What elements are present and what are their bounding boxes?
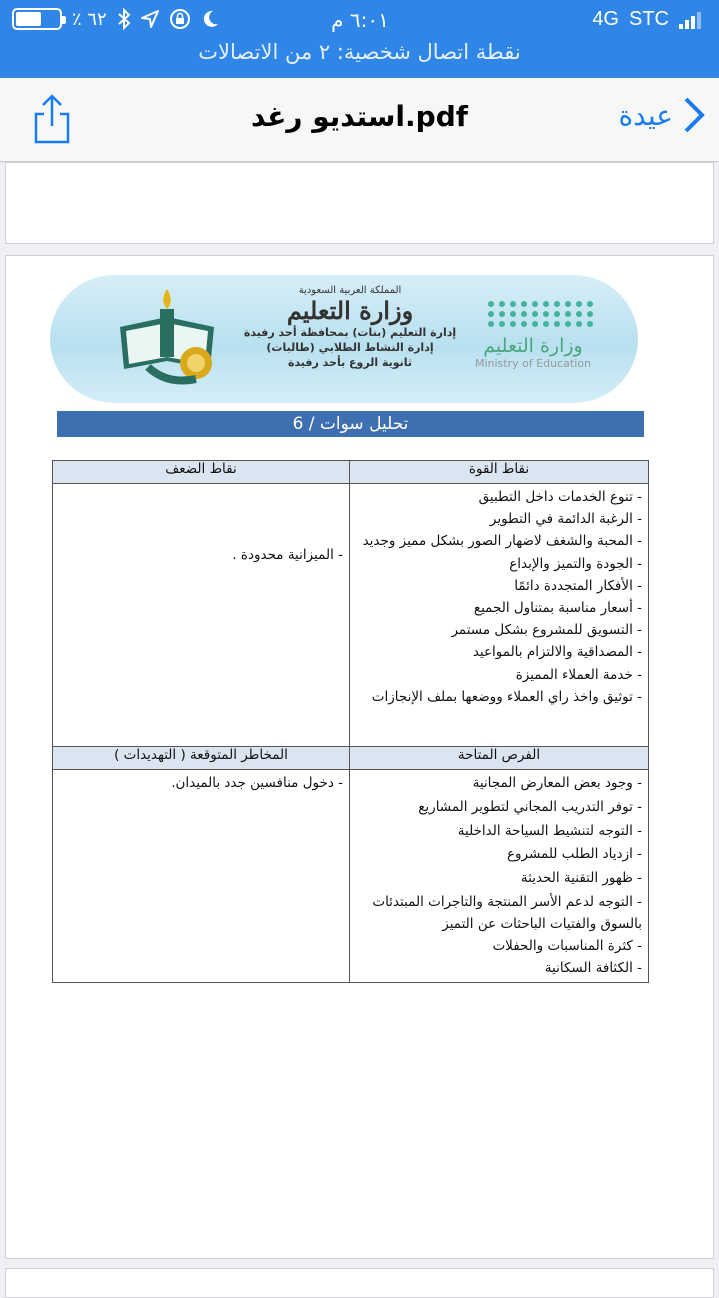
strengths-list xyxy=(350,484,648,710)
threats-header: المخاطر المتوقعة ( التهديدات ) xyxy=(53,747,350,770)
kingdom-name: المملكة العربية السعودية xyxy=(298,285,402,296)
list-item: - توثيق واخذ راي العملاء ووضعها بملف الإنجازات xyxy=(371,688,642,705)
table-row xyxy=(53,770,649,983)
section-title: 6 / تحليل سوات xyxy=(57,411,644,437)
back-button[interactable] xyxy=(618,96,705,134)
bluetooth-icon xyxy=(117,8,131,30)
battery-percent: ٪ ٦٢ xyxy=(72,8,107,30)
list-item: - تنوع الخدمات داخل التطبيق xyxy=(478,489,642,505)
pdf-page-next xyxy=(5,1268,714,1298)
ministry-dots-icon xyxy=(488,301,608,327)
header-line: إدارة النشاط الطلابي (طالبات) xyxy=(266,341,434,354)
chevron-right-icon xyxy=(683,96,705,134)
header-text xyxy=(230,285,470,370)
list-item: - التسويق للمشروع بشكل مستمر xyxy=(451,622,642,639)
list-item: - التوجه لتنشيط السياحة الداخلية xyxy=(457,822,642,839)
table-header-row xyxy=(53,461,649,484)
signal-icon xyxy=(679,11,701,29)
header-line: ثانوية الروع بأحد رفيدة xyxy=(287,356,413,369)
school-header-banner xyxy=(50,275,638,403)
list-item: - وجود بعض المعارض المجانية xyxy=(472,775,642,791)
list-item: - ظهور التقنية الحديثة xyxy=(520,870,642,887)
strengths-header: نقاط القوة xyxy=(350,461,649,484)
list-item: - دخول منافسين جدد بالميدان. xyxy=(171,775,343,791)
location-icon xyxy=(141,10,159,28)
table-header-row xyxy=(53,747,649,770)
opportunities-header: الفرص المتاحة xyxy=(350,747,649,770)
carrier-info xyxy=(592,8,701,31)
ministry-logo-arabic: وزارة التعليم xyxy=(483,335,583,357)
status-bar xyxy=(0,0,719,78)
ministry-logo-english: Ministry of Education xyxy=(474,357,591,370)
ministry-logo xyxy=(458,301,608,370)
list-item: - توفر التدريب المجاني لتطوير المشاريع xyxy=(418,798,642,815)
moon-icon xyxy=(201,9,219,29)
clock: ٦:٠١ م xyxy=(331,8,389,32)
list-item: - الجودة والتميز والإبداع xyxy=(509,555,642,572)
back-label: عيدة xyxy=(618,98,673,132)
list-item: - الميزانية محدودة . xyxy=(232,547,343,563)
list-item: - الرغبة الدائمة في التطوير xyxy=(489,511,642,528)
list-item: - أسعار مناسبة بمتناول الجميع xyxy=(473,600,642,617)
network-type: 4G xyxy=(592,8,619,30)
threats-cell xyxy=(53,770,350,983)
list-item: - ازدياد الطلب للمشروع xyxy=(506,846,642,863)
opportunities-list xyxy=(350,770,648,981)
navigation-bar xyxy=(0,78,719,162)
school-emblem-icon xyxy=(112,287,222,391)
list-item: - الأفكار المتجددة دائمًا xyxy=(514,577,642,594)
rotation-lock-icon xyxy=(169,8,191,30)
opportunities-cell xyxy=(350,770,649,983)
hotspot-banner[interactable]: نقطة اتصال شخصية: ٢ من الاتصالات xyxy=(198,40,521,64)
status-icons xyxy=(12,8,219,30)
list-item: - المحبة والشغف لاضهار الصور بشكل مميز وجديد xyxy=(362,533,642,550)
list-item: - الكثافة السكانية xyxy=(544,959,642,976)
strengths-cell xyxy=(350,484,649,747)
list-item: - التوجه لدعم الأسر المنتجة والتاجرات المبتدئات بالسوق والفتيات الباحثات عن التميز xyxy=(372,893,642,932)
swot-table xyxy=(52,460,649,983)
carrier-name: STC xyxy=(629,8,669,30)
list-item: - المصداقية والالتزام بالمواعيد xyxy=(472,644,642,661)
battery-icon xyxy=(12,8,62,30)
document-title: استديو رغد.pdf xyxy=(251,100,468,133)
weaknesses-cell xyxy=(53,484,350,747)
pdf-page-previous xyxy=(5,162,714,244)
list-item: - خدمة العملاء المميزة xyxy=(515,666,642,683)
table-row xyxy=(53,484,649,747)
weaknesses-header: نقاط الضعف xyxy=(53,461,350,484)
list-item: - كثرة المناسبات والحفلات xyxy=(492,937,642,954)
ministry-calligraphy: وزارة التعليم xyxy=(286,296,414,325)
header-line: إدارة التعليم (بنات) بمحافظة أحد رفيدة xyxy=(243,326,457,339)
